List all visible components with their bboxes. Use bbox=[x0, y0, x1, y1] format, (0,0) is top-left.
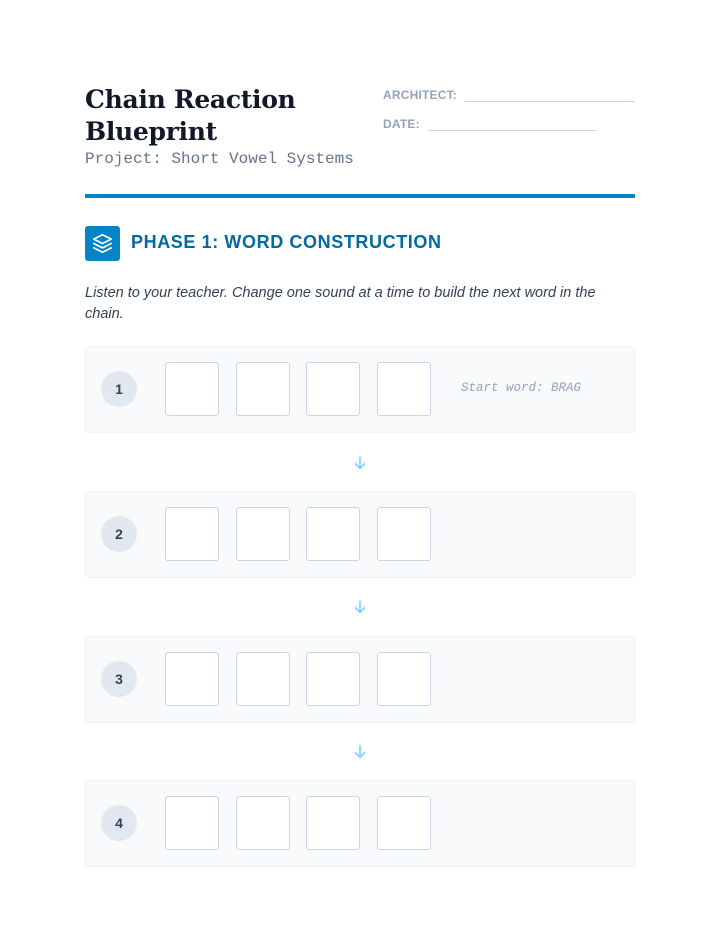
letter-box[interactable] bbox=[306, 507, 360, 561]
letter-box[interactable] bbox=[165, 652, 219, 706]
arrow-down-icon bbox=[351, 598, 369, 616]
start-word-hint: Start word: BRAG bbox=[461, 381, 582, 395]
letter-box[interactable] bbox=[236, 796, 290, 850]
letter-box[interactable] bbox=[306, 652, 360, 706]
arrow-down-icon bbox=[351, 743, 369, 761]
architect-field bbox=[383, 88, 634, 102]
date-label: DATE: bbox=[383, 117, 420, 131]
header-divider bbox=[85, 194, 635, 198]
row-number: 3 bbox=[101, 661, 137, 697]
letter-box[interactable] bbox=[236, 507, 290, 561]
letter-box[interactable] bbox=[165, 507, 219, 561]
worksheet-page bbox=[85, 0, 635, 932]
worksheet-subtitle: Project: Short Vowel Systems bbox=[85, 150, 354, 168]
word-row-2 bbox=[85, 491, 635, 578]
word-row-4 bbox=[85, 780, 635, 867]
letter-box[interactable] bbox=[377, 796, 431, 850]
letter-box[interactable] bbox=[306, 362, 360, 416]
letter-box[interactable] bbox=[377, 652, 431, 706]
phase-1-heading: PHASE 1: WORD CONSTRUCTION bbox=[131, 232, 442, 252]
date-field bbox=[383, 117, 597, 131]
row-number: 4 bbox=[101, 805, 137, 841]
letter-box[interactable] bbox=[165, 362, 219, 416]
word-row-3 bbox=[85, 636, 635, 723]
architect-blank-line[interactable] bbox=[465, 89, 634, 102]
arrow-down-icon bbox=[351, 454, 369, 472]
worksheet-title: Chain Reaction Blueprint bbox=[85, 85, 296, 146]
letter-box[interactable] bbox=[236, 652, 290, 706]
letter-box[interactable] bbox=[165, 796, 219, 850]
row-number: 1 bbox=[101, 371, 137, 407]
letter-box[interactable] bbox=[377, 362, 431, 416]
layers-icon bbox=[85, 226, 120, 261]
letter-box[interactable] bbox=[377, 507, 431, 561]
phase-1-instructions: Listen to your teacher. Change one sound at a time to build the next word in the chain. bbox=[85, 285, 596, 322]
word-row-1 bbox=[85, 346, 635, 433]
letter-box[interactable] bbox=[236, 362, 290, 416]
date-blank-line[interactable] bbox=[428, 118, 597, 131]
architect-label: ARCHITECT: bbox=[383, 88, 457, 102]
letter-box[interactable] bbox=[306, 796, 360, 850]
row-number: 2 bbox=[101, 516, 137, 552]
